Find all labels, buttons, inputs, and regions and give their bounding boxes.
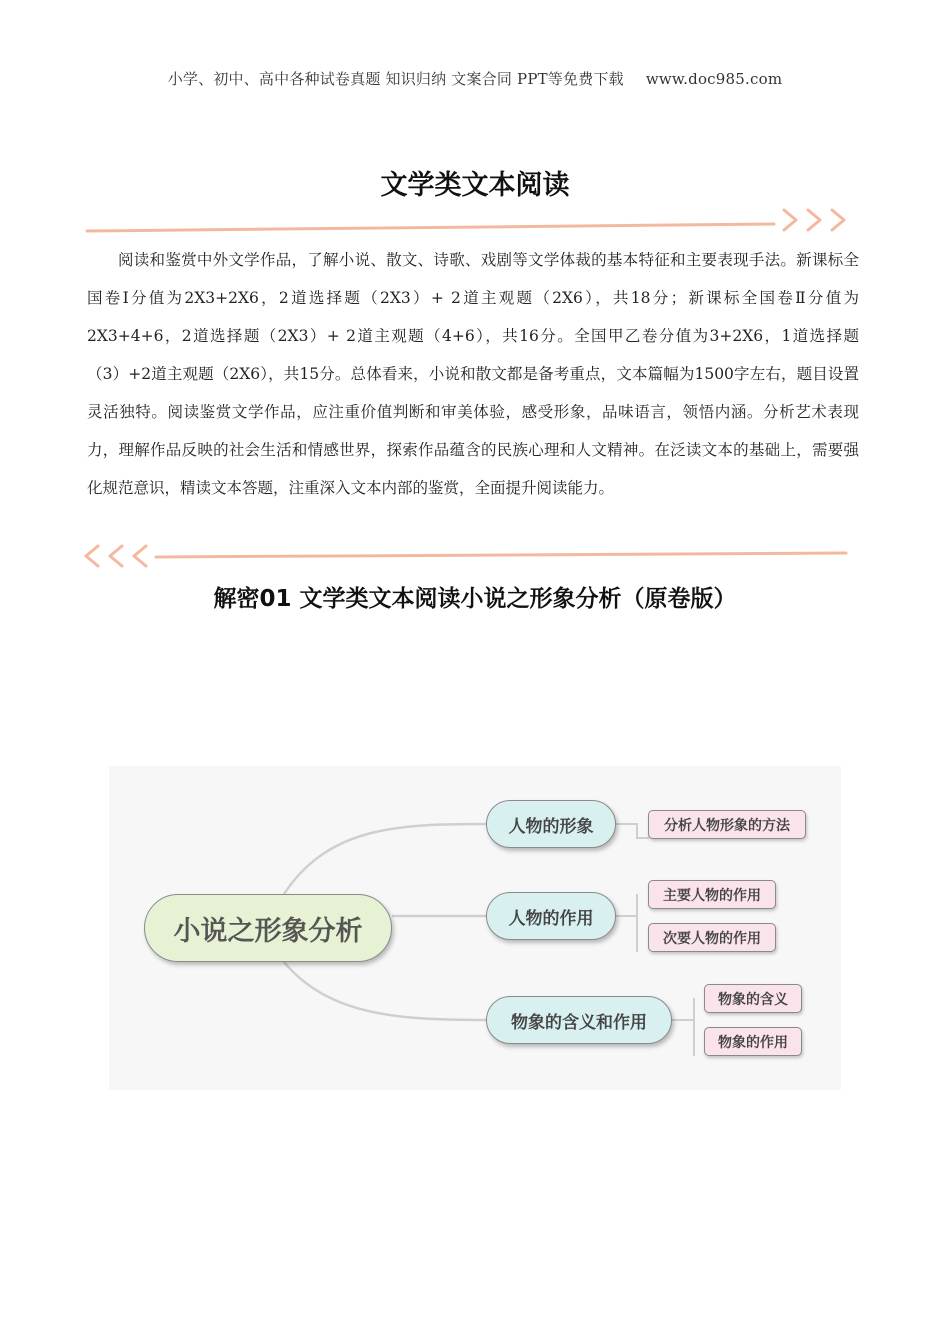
title-divider: [84, 205, 854, 235]
mindmap-branch-character-image: 人物的形象: [486, 800, 616, 848]
chevron-right-icon: [832, 210, 844, 230]
mindmap-leaf-object-role: 物象的作用: [704, 1027, 802, 1056]
chevron-left-icon: [86, 546, 98, 566]
mind-map: [109, 766, 841, 1090]
chevron-left-icon: [134, 546, 146, 566]
section-title: 解密01 文学类文本阅读小说之形象分析（原卷版）: [213, 586, 737, 612]
chevron-right-icon: [784, 210, 796, 230]
intro-paragraph: 阅读和鉴赏中外文学作品，了解小说、散文、诗歌、戏剧等文学体裁的基本特征和主要表现手法。新课标全国卷Ⅰ分值为2X3+2X6，2道选择题（2X3）+ 2道主观题（2X6），共18分；新课标全国卷Ⅱ分值为2X3+4+6，2道选择题（2X3）+ 2道主观题（4+6），共16分。全国甲乙卷分值为3+2X6，1道选择题（3）+2道主观题（2X6），共15分。总体看来，小说和散文都是备考重点，文本篇幅为1500字左右，题目设置灵活独特。阅读鉴赏文学作品，应注重价值判断和审美体验，感受形象，品味语言，领悟内涵。分析艺术表现力，理解作品反映的社会生活和情感世界，探索作品蕴含的民族心理和人文精神。在泛读文本的基础上，需要强化规范意识，精读文本答题，注重深入文本内部的鉴赏，全面提升阅读能力。: [87, 251, 859, 497]
mindmap-branch-object-meaning: 物象的含义和作用: [486, 996, 672, 1044]
mindmap-root-node: 小说之形象分析: [144, 894, 392, 962]
mindmap-leaf-minor-character: 次要人物的作用: [648, 923, 776, 952]
chevron-left-icon: [110, 546, 122, 566]
header-site[interactable]: www.doc985.com: [645, 70, 783, 88]
mindmap-leaf-analysis-method: 分析人物形象的方法: [648, 810, 806, 839]
mindmap-branch-character-role: 人物的作用: [486, 892, 616, 940]
chevron-right-icon: [808, 210, 820, 230]
mindmap-leaf-object-meaning: 物象的含义: [704, 984, 802, 1013]
mindmap-leaf-main-character: 主要人物的作用: [648, 880, 776, 909]
section-divider: [84, 541, 854, 571]
header-text: 小学、初中、高中各种试卷真题 知识归纳 文案合同 PPT等免费下载: [167, 70, 624, 88]
page-title: 文学类文本阅读: [380, 170, 570, 201]
page-header: [0, 68, 950, 89]
